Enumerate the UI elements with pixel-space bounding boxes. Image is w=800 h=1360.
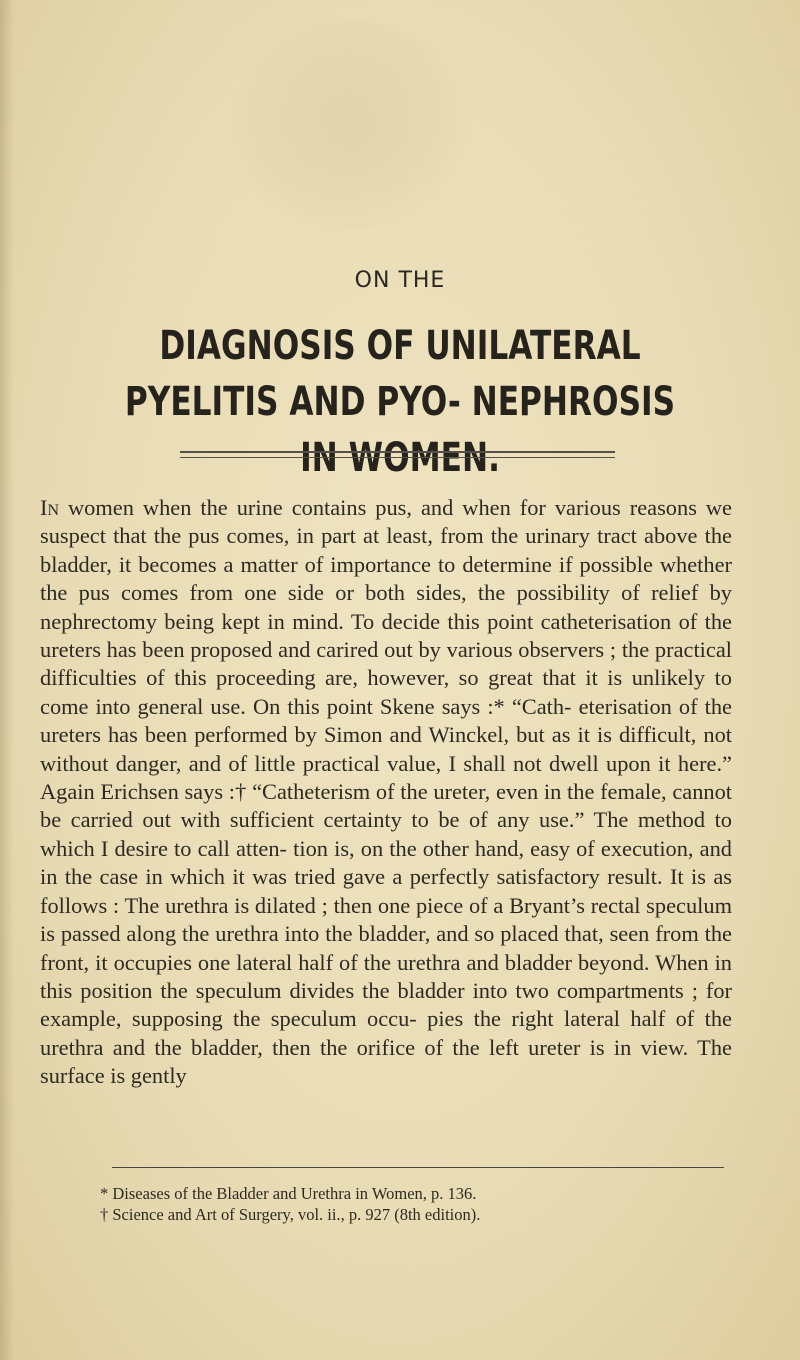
article-title: DIAGNOSIS OF UNILATERAL PYELITIS AND PYO- NEPHROSIS IN WOMEN.	[124, 323, 676, 481]
footnote-divider	[112, 1167, 724, 1168]
footnote-1: * Diseases of the Bladder and Urethra in Women, p. 136.	[100, 1184, 477, 1203]
page-edge-shadow	[0, 0, 14, 1360]
paper-stain	[230, 20, 470, 230]
footnotes	[100, 1183, 740, 1225]
body-paragraph	[40, 494, 732, 1091]
title-divider	[180, 451, 615, 458]
footnote-2: † Science and Art of Surgery, vol. ii., p. 927 (8th edition).	[100, 1205, 481, 1224]
drop-lead-word: In	[40, 495, 60, 520]
pre-title: ON THE	[354, 268, 446, 293]
paragraph-text: women when the urine contains pus, and when for various reasons we suspect that the pus comes, in part at least, from the urinary tract above the bladder, it becomes a matter of importance to determine if possible whether the pus comes from one side or both sides, the possibility of relief by nephrectomy being kept in mind. To decide this point catheterisation of the ureters has been proposed and carired out by various observers ; the practical difficulties of this proceeding are, however, so great that it is unlikely to come into general use. On this point Skene says :* “Cath- eterisation of the ureters has been performed by Simon and Winckel, but as it is difficult, not without danger, and of little practical value, I shall not dwell upon it here.” Again Erichsen says :† “Catheterism of the ureter, even in the female, cannot be carried out with sufficient certainty to be of any use.” The method to which I desire to call atten- tion is, on the other hand, easy of execution, and in the case in which it was tried gave a perfectly satisfactory result. It is as follows : The urethra is dilated ; then one piece of a Bryant’s rectal speculum is passed along the urethra into the bladder, and so placed that, seen from the front, it occupies one lateral half of the urethra and bladder beyond. When in this position the speculum divides the bladder into two compartments ; for example, supposing the speculum occu- pies the right lateral half of the urethra and the bladder, then the orifice of the left ureter is in view. The surface is gently	[40, 495, 732, 1089]
